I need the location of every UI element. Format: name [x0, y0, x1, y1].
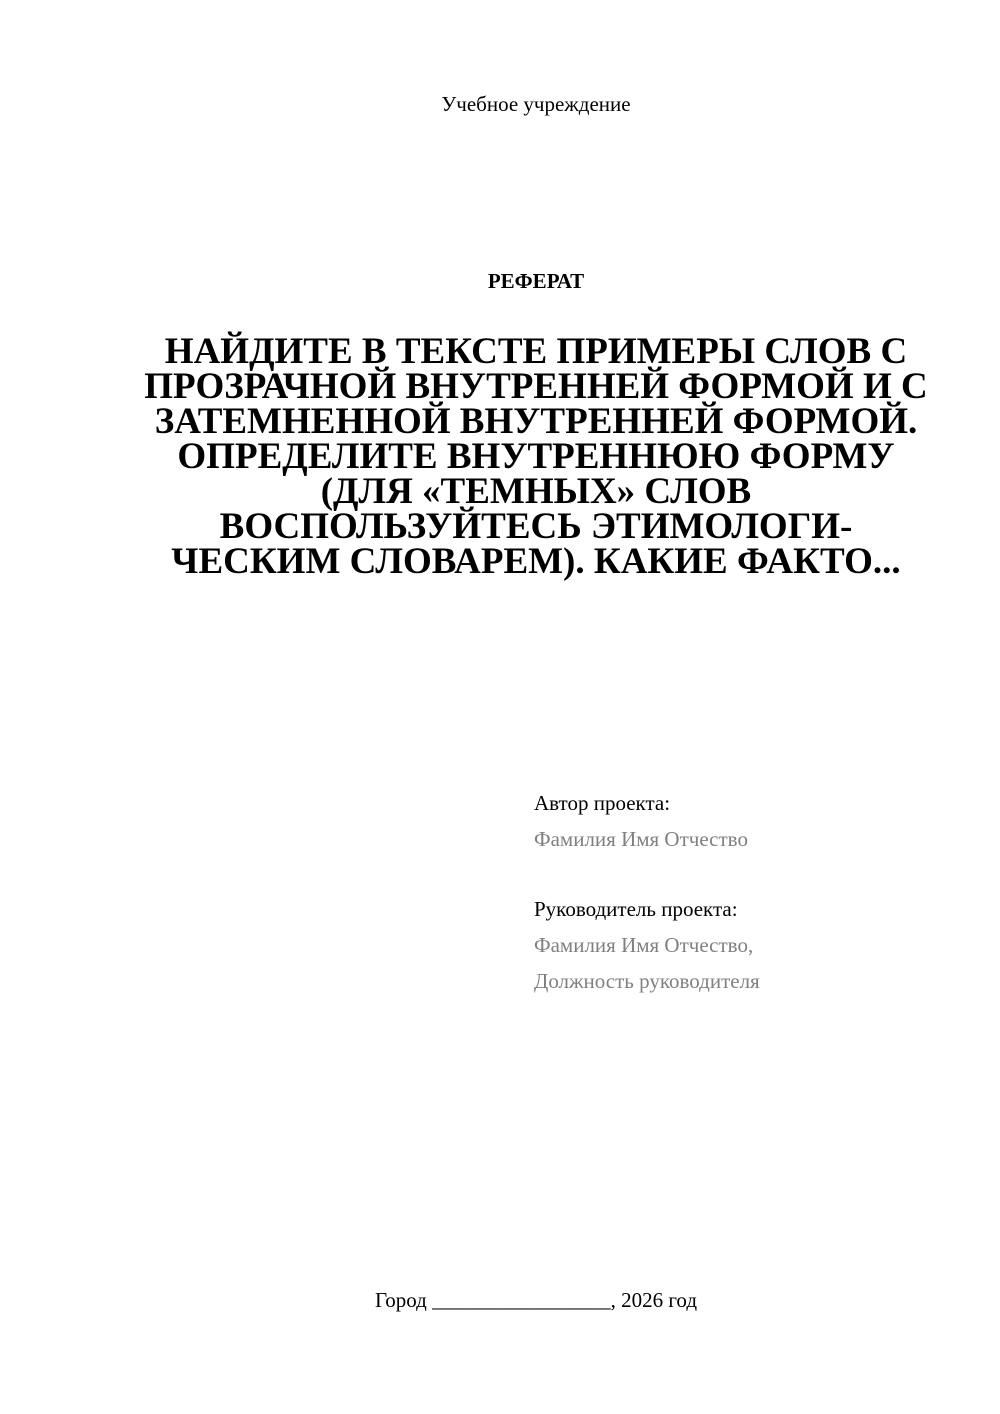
- author-block: [534, 785, 748, 857]
- supervisor-label: Руководитель проекта:: [534, 897, 738, 921]
- author-label: Автор проекта:: [534, 791, 671, 815]
- supervisor-name: Фамилия Имя Отчество,: [534, 933, 754, 957]
- city-year-footer: Город _________________, 2026 год: [374, 1288, 698, 1312]
- supervisor-position: Должность руководителя: [534, 969, 760, 993]
- supervisor-block: [534, 891, 760, 999]
- document-type: РЕФЕРАТ: [487, 269, 585, 293]
- author-name: Фамилия Имя Отчество: [534, 827, 748, 851]
- document-title: НАЙДИТЕ В ТЕКСТЕ ПРИМЕРЫ СЛОВ С ПРОЗРАЧНОЙ ВНУТРЕННЕЙ ФОРМОЙ И С ЗАТЕМНЕННОЙ ВНУТРЕННЕЙ ФОРМОЙ. ОПРЕДЕЛИТЕ ВНУТРЕННЮЮ ФОРМУ (ДЛЯ «ТЕМНЫХ» СЛОВ ВОСПОЛЬЗУЙТЕСЬ ЭТИМОЛОГИ-ЧЕСКИМ СЛОВАРЕМ). КАКИЕ ФАКТО...: [144, 331, 928, 582]
- institution-name: Учебное учреждение: [441, 92, 631, 116]
